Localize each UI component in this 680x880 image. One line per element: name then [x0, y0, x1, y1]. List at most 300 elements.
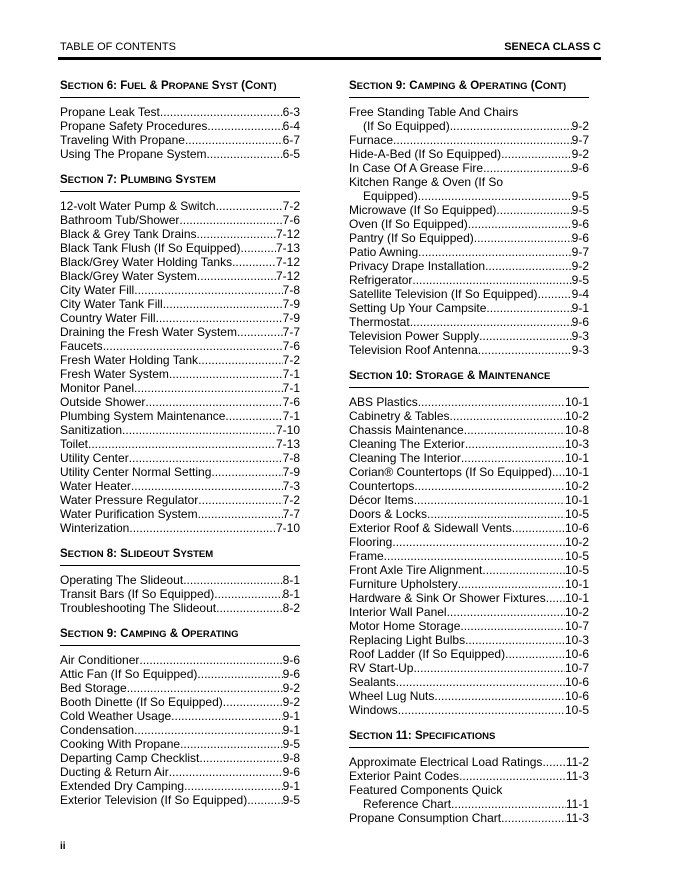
- toc-entry-title: Extended Dry Camping: [60, 779, 185, 793]
- toc-entry-page: 10-6: [564, 689, 589, 703]
- toc-entry-page: 10-1: [564, 451, 589, 465]
- toc-entry-title: ABS Plastics: [349, 395, 418, 409]
- toc-entry-page: 7-8: [282, 283, 300, 297]
- toc-entry[interactable]: [349, 689, 589, 703]
- toc-column-right: [349, 80, 589, 838]
- toc-entry-title: Bed Storage: [60, 681, 127, 695]
- toc-entry-page: 6-7: [282, 133, 300, 147]
- toc-entry-title: Furnace: [349, 133, 394, 147]
- toc-entry-page: 10-3: [564, 437, 589, 451]
- toc-entry-title: Replacing Light Bulbs: [349, 633, 466, 647]
- toc-entry[interactable]: [349, 423, 589, 437]
- toc-entry[interactable]: [60, 325, 300, 339]
- toc-entry[interactable]: [349, 661, 589, 675]
- small-caps-text: YST: [219, 81, 238, 92]
- toc-entry-page: 11-2: [565, 755, 589, 769]
- leader-dots: [542, 755, 565, 769]
- leader-dots: [485, 259, 572, 273]
- toc-entry[interactable]: [349, 549, 589, 563]
- toc-entry[interactable]: [60, 573, 300, 587]
- toc-entry-page: 10-5: [564, 549, 589, 563]
- leader-dots: [197, 667, 282, 681]
- toc-entry-title: Cooking With Propane: [60, 737, 181, 751]
- toc-entry[interactable]: [349, 343, 589, 357]
- leader-dots: [134, 723, 283, 737]
- leader-dots: [451, 797, 566, 811]
- toc-entry[interactable]: [349, 105, 589, 119]
- toc-entry[interactable]: [349, 563, 589, 577]
- toc-entry-title: Sanitization: [60, 423, 123, 437]
- toc-entry-title: Motor Home Storage: [349, 619, 461, 633]
- toc-entry[interactable]: [349, 301, 589, 315]
- toc-entry-title: Television Power Supply: [349, 329, 480, 343]
- leader-dots: [199, 751, 282, 765]
- leader-dots: [185, 133, 283, 147]
- section-heading: SECTION 9: CAMPING & OPERATING: [60, 628, 300, 646]
- leader-dots: [207, 119, 282, 133]
- toc-entry-page: 10-1: [564, 591, 589, 605]
- small-caps-text: AINTENANCE: [488, 371, 551, 382]
- toc-entry-page: 9-5: [282, 737, 300, 751]
- toc-entry[interactable]: [60, 601, 300, 615]
- toc-entry[interactable]: [60, 353, 300, 367]
- toc-entry[interactable]: [60, 255, 300, 269]
- leader-dots: [197, 227, 276, 241]
- toc-entry-title: (If So Equipped): [363, 119, 450, 133]
- toc-entry-title: Outside Shower: [60, 395, 146, 409]
- toc-entry-title: Fresh Water System: [60, 367, 169, 381]
- toc-entry-title: Interior Wall Panel: [349, 605, 447, 619]
- toc-entry[interactable]: [349, 437, 589, 451]
- toc-entry-title: Décor Items: [349, 493, 414, 507]
- toc-entry-page: 6-5: [282, 147, 300, 161]
- toc-entry[interactable]: [349, 231, 589, 245]
- leader-dots: [427, 507, 565, 521]
- toc-entry[interactable]: [60, 681, 300, 695]
- toc-entry[interactable]: [349, 479, 589, 493]
- toc-entry-title: Windows: [349, 703, 398, 717]
- toc-entry[interactable]: [60, 119, 300, 133]
- toc-entry-title: Propane Safety Procedures: [60, 119, 208, 133]
- toc-entry[interactable]: [60, 437, 300, 451]
- toc-entry[interactable]: [349, 521, 589, 535]
- toc-entry[interactable]: [349, 315, 589, 329]
- toc-entry-page: 10-5: [564, 703, 589, 717]
- toc-entry[interactable]: [349, 703, 589, 717]
- toc-entry-page: 7-12: [275, 269, 300, 283]
- toc-entry[interactable]: [60, 297, 300, 311]
- leader-dots: [223, 695, 283, 709]
- leader-dots: [198, 493, 282, 507]
- toc-entry[interactable]: [60, 283, 300, 297]
- toc-entry-page: 9-2: [571, 147, 589, 161]
- toc-column-left: [60, 80, 300, 820]
- toc-entry[interactable]: [60, 269, 300, 283]
- leader-dots: [458, 577, 565, 591]
- toc-entry[interactable]: [349, 465, 589, 479]
- toc-entry-title: Microwave (If So Equipped): [349, 203, 497, 217]
- leader-dots: [465, 437, 565, 451]
- leader-dots: [464, 423, 565, 437]
- toc-entry-page: 9-1: [282, 723, 300, 737]
- leader-dots: [418, 189, 572, 203]
- leader-dots: [414, 479, 565, 493]
- toc-entry-title: Traveling With Propane: [60, 133, 185, 147]
- toc-entry[interactable]: [349, 647, 589, 661]
- toc-entry-title: Cleaning The Exterior: [349, 437, 465, 451]
- toc-entry-page: 7-9: [282, 465, 300, 479]
- toc-entry-title: Propane Consumption Chart: [349, 811, 502, 825]
- toc-entry[interactable]: [60, 105, 300, 119]
- toc-entry[interactable]: [349, 535, 589, 549]
- toc-entry-page: 9-4: [571, 287, 589, 301]
- toc-entry[interactable]: [349, 675, 589, 689]
- leader-dots: [88, 437, 276, 451]
- toc-entry-page: 10-1: [564, 577, 589, 591]
- toc-entry-title: Cold Weather Usage: [60, 709, 172, 723]
- leader-dots: [496, 203, 571, 217]
- toc-entry[interactable]: [60, 723, 300, 737]
- small-caps-text: ONT): [542, 81, 567, 92]
- toc-entry[interactable]: [60, 653, 300, 667]
- toc-entry-title: Kitchen Range & Oven (If So: [349, 175, 504, 189]
- toc-entry[interactable]: [60, 339, 300, 353]
- toc-entry[interactable]: [349, 161, 589, 175]
- toc-entry[interactable]: [349, 605, 589, 619]
- section-heading: SECTION 7: PLUMBING SYSTEM: [60, 174, 300, 192]
- leader-dots: [483, 161, 572, 175]
- small-caps-text: ECTION: [67, 175, 104, 186]
- toc-entry[interactable]: [60, 765, 300, 779]
- toc-entry-page: 7-1: [282, 381, 300, 395]
- toc-entry[interactable]: [60, 709, 300, 723]
- toc-entry-title: Privacy Drape Installation: [349, 259, 486, 273]
- leader-dots: [413, 661, 565, 675]
- toc-entry[interactable]: [349, 619, 589, 633]
- leader-dots: [410, 315, 572, 329]
- toc-entry[interactable]: [349, 409, 589, 423]
- toc-entry-page: 9-5: [571, 273, 589, 287]
- section-heading: SECTION 10: STORAGE & MAINTENANCE: [349, 370, 589, 388]
- toc-section: [60, 548, 300, 615]
- toc-entry-page: 9-2: [571, 119, 589, 133]
- toc-entry-title: Toilet: [60, 437, 89, 451]
- leader-dots: [225, 409, 282, 423]
- toc-entry[interactable]: [60, 751, 300, 765]
- toc-entry-title: Thermostat: [349, 315, 410, 329]
- toc-entry-title: Reference Chart: [363, 797, 452, 811]
- leader-dots: [450, 409, 565, 423]
- toc-entry-title: Patio Awning: [349, 245, 419, 259]
- leader-dots: [207, 147, 283, 161]
- toc-entry-title: Television Roof Antenna: [349, 343, 478, 357]
- toc-entry-page: 11-1: [565, 797, 589, 811]
- toc-entry[interactable]: [60, 587, 300, 601]
- leader-dots: [418, 395, 565, 409]
- leader-dots: [179, 213, 282, 227]
- leader-dots: [171, 709, 282, 723]
- toc-entry[interactable]: [349, 395, 589, 409]
- toc-entry-title: Exterior Paint Codes: [349, 769, 460, 783]
- toc-entry[interactable]: [349, 451, 589, 465]
- toc-entry-page: 10-3: [564, 633, 589, 647]
- toc-section: [60, 628, 300, 807]
- section-heading: SECTION 11: SPECIFICATIONS: [349, 730, 589, 748]
- toc-entry-page: 8-1: [282, 587, 300, 601]
- toc-entry-page: 9-2: [282, 681, 300, 695]
- toc-entry[interactable]: [60, 381, 300, 395]
- toc-entry[interactable]: [60, 367, 300, 381]
- toc-entry-page: 7-1: [282, 409, 300, 423]
- small-caps-text: LUMBING: [127, 175, 173, 186]
- leader-dots: [183, 573, 282, 587]
- small-caps-text: ECTION: [356, 371, 393, 382]
- leader-dots: [184, 779, 283, 793]
- toc-entry-page: 10-2: [564, 535, 589, 549]
- toc-entry[interactable]: [60, 133, 300, 147]
- small-caps-text: YSTEM: [180, 549, 214, 560]
- toc-entry[interactable]: [349, 329, 589, 343]
- section-heading: SECTION 6: FUEL & PROPANE SYST (CONT): [60, 80, 300, 98]
- toc-entry-title: Ducting & Return Air: [60, 765, 169, 779]
- toc-entry[interactable]: [349, 273, 589, 287]
- toc-entry[interactable]: [349, 797, 589, 811]
- toc-entry-page: 8-2: [282, 601, 300, 615]
- leader-dots: [103, 339, 283, 353]
- toc-entry[interactable]: [349, 119, 589, 133]
- toc-entry-title: Black & Grey Tank Drains: [60, 227, 197, 241]
- leader-dots: [129, 451, 283, 465]
- leader-dots: [479, 329, 572, 343]
- toc-entry-page: 9-6: [282, 667, 300, 681]
- leader-dots: [447, 605, 565, 619]
- toc-entry-page: 9-6: [282, 765, 300, 779]
- toc-entry[interactable]: [349, 633, 589, 647]
- toc-entry-title: Booth Dinette (If So Equipped): [60, 695, 223, 709]
- leader-dots: [546, 591, 565, 605]
- toc-entry-title: Attic Fan (If So Equipped): [60, 667, 198, 681]
- toc-entry-page: 11-3: [565, 769, 589, 783]
- toc-entry[interactable]: [349, 189, 589, 203]
- toc-entry[interactable]: [60, 521, 300, 535]
- toc-entry-page: 10-2: [564, 479, 589, 493]
- leader-dots: [211, 465, 282, 479]
- toc-entry[interactable]: [60, 695, 300, 709]
- toc-entry-page: 7-6: [282, 213, 300, 227]
- toc-entry-title: Refrigerator: [349, 273, 413, 287]
- toc-entry-title: In Case Of A Grease Fire: [349, 161, 484, 175]
- toc-entry[interactable]: [349, 591, 589, 605]
- toc-entry-page: 9-3: [571, 329, 589, 343]
- toc-entry-page: 6-4: [282, 119, 300, 133]
- toc-entry-title: Transit Bars (If So Equipped): [60, 587, 215, 601]
- toc-entry[interactable]: [349, 769, 589, 783]
- toc-entry[interactable]: [60, 199, 300, 213]
- toc-entry[interactable]: [60, 507, 300, 521]
- leader-dots: [131, 479, 283, 493]
- toc-entry-title: Free Standing Table And Chairs: [349, 105, 519, 119]
- leader-dots: [418, 245, 571, 259]
- leader-dots: [505, 647, 565, 661]
- toc-entry[interactable]: [60, 227, 300, 241]
- toc-entry-title: Water Heater: [60, 479, 131, 493]
- toc-entry-title: Oven (If So Equipped): [349, 217, 468, 231]
- toc-entry[interactable]: [349, 133, 589, 147]
- toc-entry-title: Chassis Maintenance: [349, 423, 464, 437]
- small-caps-text: PECIFICATIONS: [422, 731, 496, 742]
- toc-section: [60, 80, 300, 161]
- toc-entry-page: 7-12: [275, 255, 300, 269]
- leader-dots: [129, 521, 276, 535]
- toc-entry[interactable]: [60, 479, 300, 493]
- leader-dots: [412, 273, 571, 287]
- toc-entry-title: Doors & Locks: [349, 507, 428, 521]
- toc-section: [349, 370, 589, 717]
- leader-dots: [392, 535, 565, 549]
- toc-entry-page: 7-7: [282, 325, 300, 339]
- toc-entry-title: Propane Leak Test: [60, 105, 160, 119]
- leader-dots: [459, 769, 566, 783]
- leader-dots: [134, 283, 282, 297]
- small-caps-text: AMPING: [128, 629, 167, 640]
- toc-entry-page: 9-5: [571, 189, 589, 203]
- toc-entry[interactable]: [60, 241, 300, 255]
- section-heading: SECTION 9: CAMPING & OPERATING (CONT): [349, 80, 589, 98]
- toc-entry[interactable]: [60, 779, 300, 793]
- toc-entry[interactable]: [349, 217, 589, 231]
- toc-entry[interactable]: [349, 203, 589, 217]
- section-heading: SECTION 8: SLIDEOUT SYSTEM: [60, 548, 300, 566]
- toc-entry-title: Black/Grey Water Holding Tanks: [60, 255, 233, 269]
- small-caps-text: ONT): [253, 81, 277, 92]
- leader-dots: [134, 381, 283, 395]
- toc-entry[interactable]: [60, 465, 300, 479]
- toc-entry[interactable]: [349, 175, 589, 189]
- toc-entry-page: 6-3: [282, 105, 300, 119]
- small-caps-text: UEL: [127, 81, 147, 92]
- leader-dots: [197, 269, 276, 283]
- leader-dots: [450, 119, 572, 133]
- toc-entry-title: Flooring: [349, 535, 393, 549]
- toc-section: [349, 730, 589, 825]
- toc-entry[interactable]: [60, 451, 300, 465]
- toc-entry[interactable]: [60, 311, 300, 325]
- toc-entry-page: 8-1: [282, 573, 300, 587]
- toc-entry[interactable]: [60, 793, 300, 807]
- toc-entry[interactable]: [60, 395, 300, 409]
- toc-entry-page: 7-13: [275, 241, 300, 255]
- toc-entry-title: Bathroom Tub/Shower: [60, 213, 180, 227]
- leader-dots: [465, 633, 565, 647]
- toc-entry-page: 7-10: [275, 521, 300, 535]
- toc-entry-page: 9-2: [571, 259, 589, 273]
- toc-entry-page: 9-5: [282, 793, 300, 807]
- toc-entry-title: City Water Fill: [60, 283, 135, 297]
- small-caps-text: PERATING: [479, 81, 528, 92]
- page-header: [60, 41, 601, 54]
- toc-entry[interactable]: [60, 737, 300, 751]
- toc-entry[interactable]: [349, 245, 589, 259]
- leader-dots: [163, 297, 283, 311]
- header-title: TABLE OF CONTENTS: [60, 41, 176, 53]
- toc-entry[interactable]: [349, 259, 589, 273]
- toc-entry-title: Black Tank Flush (If So Equipped): [60, 241, 241, 255]
- toc-entry-title: Exterior Television (If So Equipped): [60, 793, 248, 807]
- toc-entry-title: Frame: [349, 549, 384, 563]
- small-caps-text: AMPING: [417, 81, 456, 92]
- toc-entry-page: 7-1: [282, 367, 300, 381]
- toc-entry-page: 7-2: [282, 493, 300, 507]
- toc-entry-title: Roof Ladder (If So Equipped): [349, 647, 506, 661]
- toc-entry[interactable]: [60, 409, 300, 423]
- toc-entry-title: Exterior Roof & Sidewall Vents: [349, 521, 512, 535]
- toc-entry-page: 7-9: [282, 311, 300, 325]
- toc-entry[interactable]: [349, 507, 589, 521]
- toc-entry[interactable]: [349, 147, 589, 161]
- toc-entry-page: 9-1: [571, 301, 589, 315]
- toc-entry[interactable]: [60, 423, 300, 437]
- toc-entry[interactable]: [349, 577, 589, 591]
- toc-entry-title: Faucets: [60, 339, 103, 353]
- toc-entry[interactable]: [60, 667, 300, 681]
- leader-dots: [460, 619, 565, 633]
- toc-entry[interactable]: [349, 287, 589, 301]
- toc-entry-page: 9-7: [571, 133, 589, 147]
- page-number: ii: [60, 841, 66, 852]
- toc-entry[interactable]: [60, 213, 300, 227]
- toc-entry[interactable]: [60, 493, 300, 507]
- toc-entry-title: 12-volt Water Pump & Switch: [60, 199, 216, 213]
- toc-entry[interactable]: [349, 755, 589, 769]
- toc-entry[interactable]: [349, 493, 589, 507]
- toc-entry-title: Monitor Panel: [60, 381, 135, 395]
- toc-entry-title: Front Axle Tire Alignment: [349, 563, 483, 577]
- leader-dots: [156, 311, 283, 325]
- leader-dots: [501, 811, 566, 825]
- toc-entry-page: 10-6: [564, 675, 589, 689]
- toc-entry-page: 9-1: [282, 779, 300, 793]
- toc-entry-title: Operating The Slideout: [60, 573, 184, 587]
- leader-dots: [216, 199, 283, 213]
- toc-entry-title: Corian® Countertops (If So Equipped): [349, 465, 552, 479]
- toc-entry-title: Utility Center Normal Setting: [60, 465, 212, 479]
- toc-entry-page: 7-6: [282, 339, 300, 353]
- toc-entry[interactable]: [349, 783, 589, 797]
- toc-entry-title: City Water Tank Fill: [60, 297, 163, 311]
- toc-entry-page: 9-6: [571, 217, 589, 231]
- leader-dots: [232, 255, 276, 269]
- toc-entry-title: Equipped): [363, 189, 418, 203]
- toc-entry-title: Approximate Electrical Load Ratings: [349, 755, 543, 769]
- leader-dots: [461, 451, 565, 465]
- leader-dots: [241, 241, 276, 255]
- toc-entry-title: Hardware & Sink Or Shower Fixtures: [349, 591, 546, 605]
- small-caps-text: ROPANE: [168, 81, 209, 92]
- leader-dots: [122, 423, 276, 437]
- toc-entry[interactable]: [349, 811, 589, 825]
- leader-dots: [180, 737, 283, 751]
- small-caps-text: TORAGE: [423, 371, 464, 382]
- toc-section: [60, 174, 300, 535]
- leader-dots: [216, 601, 283, 615]
- small-caps-text: PERATING: [190, 629, 239, 640]
- toc-entry-page: 10-6: [564, 647, 589, 661]
- toc-entry[interactable]: [60, 147, 300, 161]
- toc-entry-page: 7-6: [282, 395, 300, 409]
- leader-dots: [414, 493, 565, 507]
- toc-entry-title: Water Purification System: [60, 507, 198, 521]
- small-caps-text: ECTION: [67, 629, 104, 640]
